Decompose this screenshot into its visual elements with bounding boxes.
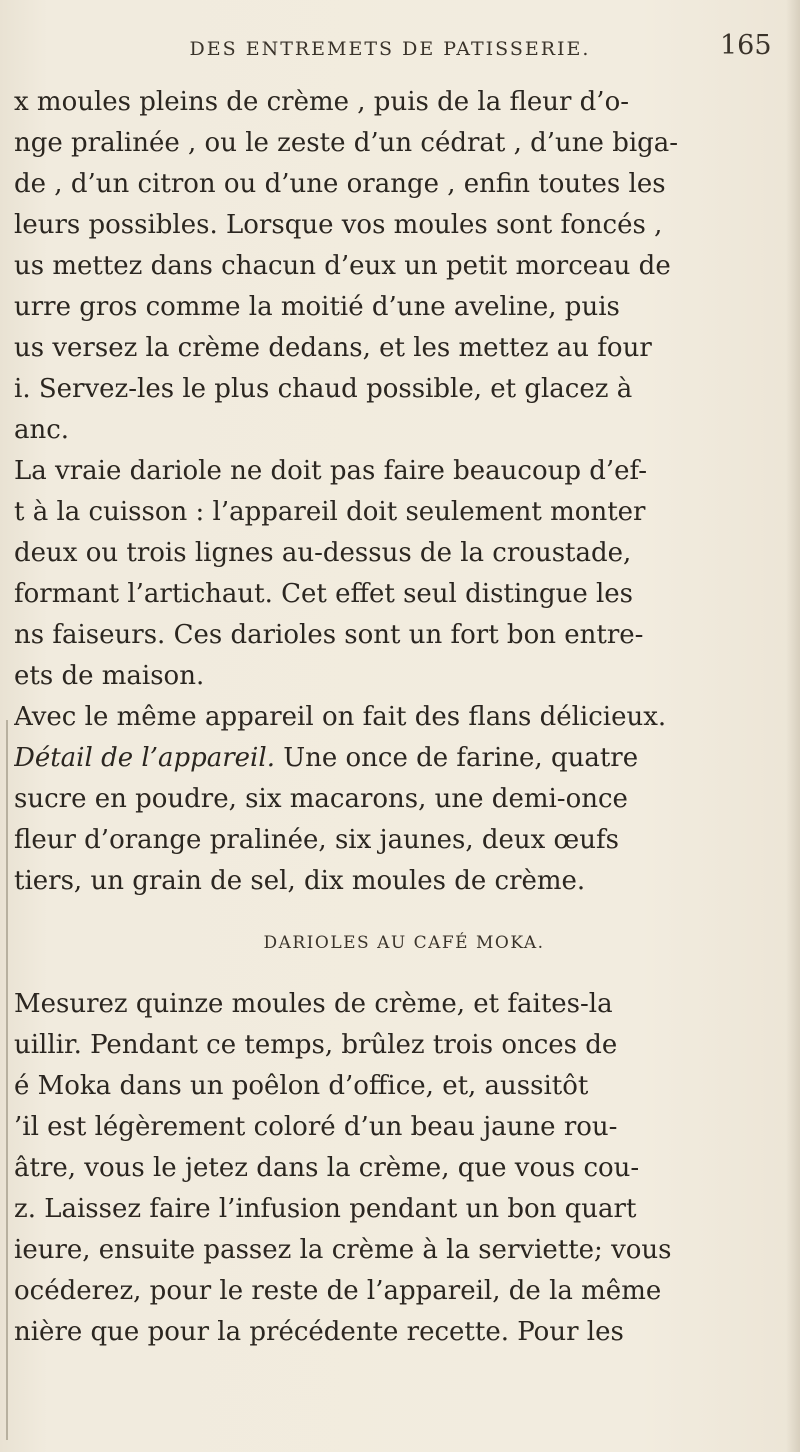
page-number: 165 <box>720 30 772 61</box>
text-line: formant l’artichaut. Cet effet seul distingue les <box>14 579 634 609</box>
text-line: ets de maison. <box>14 661 205 691</box>
text-line: Mesurez quinze moules de crème, et faites-la <box>14 989 613 1019</box>
text-line: Avec le même appareil on fait des flans délicieux. <box>14 702 667 732</box>
text-line: océderez, pour le reste de l’appareil, de la même <box>14 1276 662 1306</box>
text-line: urre gros comme la moitié d’une aveline, puis <box>14 292 620 322</box>
section-heading: DARIOLES AU CAFÉ MOKA. <box>263 933 545 953</box>
text-block <box>14 82 784 1353</box>
text-line: tiers, un grain de sel, dix moules de crème. <box>14 866 586 896</box>
text-line: La vraie dariole ne doit pas faire beaucoup d’ef- <box>14 456 648 486</box>
text-line: us versez la crème dedans, et les mettez au four <box>14 333 652 363</box>
text-line: ieure, ensuite passez la crème à la serviette; vous <box>14 1235 672 1265</box>
detail-text: Une once de farine, quatre <box>274 743 639 773</box>
text-line: z. Laissez faire l’infusion pendant un bon quart <box>14 1194 637 1224</box>
text-line: t à la cuisson : l’appareil doit seulement monter <box>14 497 646 527</box>
text-line: anc. <box>14 415 70 445</box>
running-head: DES ENTREMETS DE PATISSERIE. <box>189 38 591 60</box>
text-line: ns faiseurs. Ces darioles sont un fort bon entre- <box>14 620 644 650</box>
text-line: x moules pleins de crème , puis de la fleur d’o- <box>14 87 630 117</box>
text-line: i. Servez-les le plus chaud possible, et glacez à <box>14 374 633 404</box>
text-line: fleur d’orange pralinée, six jaunes, deux œufs <box>14 825 619 855</box>
gutter-line <box>6 720 8 1440</box>
text-line: deux ou trois lignes au-dessus de la croustade, <box>14 538 632 568</box>
detail-line <box>14 738 784 779</box>
detail-label: Détail de l’appareil. <box>14 743 275 773</box>
page-edge-shadow <box>786 0 800 1452</box>
text-line: âtre, vous le jetez dans la crème, que vous cou- <box>14 1153 640 1183</box>
text-line: us mettez dans chacun d’eux un petit morceau de <box>14 251 671 281</box>
text-line: sucre en poudre, six macarons, une demi-once <box>14 784 628 814</box>
text-line: leurs possibles. Lorsque vos moules sont foncés , <box>14 210 663 240</box>
text-line: uillir. Pendant ce temps, brûlez trois onces de <box>14 1030 618 1060</box>
text-line: é Moka dans un poêlon d’office, et, aussitôt <box>14 1071 589 1101</box>
text-line: de , d’un citron ou d’une orange , enfin toutes les <box>14 169 666 199</box>
text-line: nière que pour la précédente recette. Pour les <box>14 1317 624 1347</box>
text-line: nge pralinée , ou le zeste d’un cédrat , d’une biga- <box>14 128 679 158</box>
text-line: ’il est légèrement coloré d’un beau jaune rou- <box>14 1112 618 1142</box>
